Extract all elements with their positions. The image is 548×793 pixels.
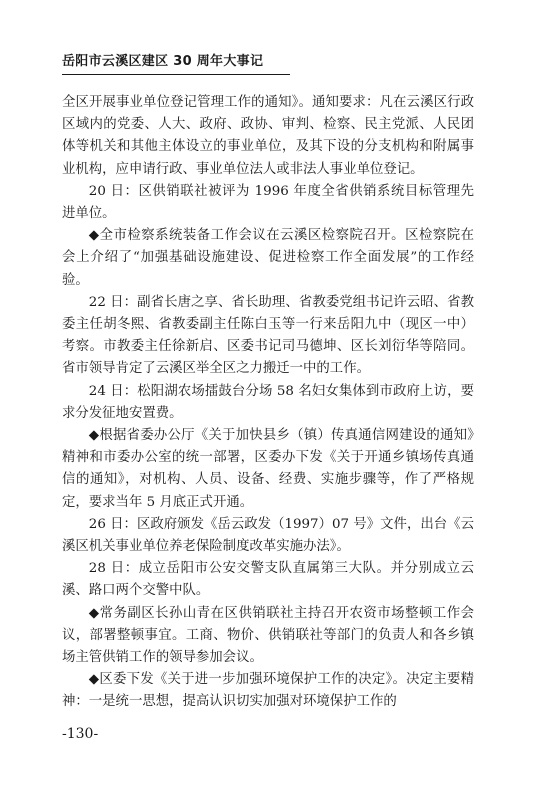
paragraph: ◆全市检察系统装备工作会议在云溪区检察院召开。区检察院在会上介绍了“加强基础设施建设、促进检察工作全面发展”的工作经验。 bbox=[62, 228, 474, 288]
header-rule bbox=[62, 74, 290, 75]
body-text bbox=[62, 92, 474, 714]
running-header: 岳阳市云溪区建区 30 周年大事记 bbox=[62, 54, 264, 69]
paragraph: ◆区委下发《关于进一步加强环境保护工作的决定》。决定主要精神：一是统一思想，提高认识切实加强对环境保护工作的 bbox=[62, 672, 474, 710]
paragraph: 22 日：副省长唐之享、省长助理、省教委党组书记许云昭、省教委主任胡冬熙、省教委副主任陈白玉等一行来岳阳九中（现区一中）考察。市教委主任徐新启、区委书记司马德坤、区长刘衍华等陪同。省市领导肯定了云溪区举全区之力搬迁一中的工作。 bbox=[62, 294, 474, 377]
paragraph: 20 日：区供销联社被评为 1996 年度全省供销系统目标管理先进单位。 bbox=[62, 183, 474, 222]
paragraph: 26 日：区政府颁发《岳云政发（1997）07 号》文件，出台《云溪区机关事业单位养老保险制度改革实施办法》。 bbox=[62, 516, 474, 555]
paragraph: 全区开展事业单位登记管理工作的通知》。通知要求：凡在云溪区行政区域内的党委、人大、政府、政协、审判、检察、民主党派、人民团体等机关和其他主体设立的事业单位，及其下设的分支机构和附属事业机构，应申请行政、事业单位法人或非法人事业单位登记。 bbox=[62, 95, 474, 177]
paragraph: 28 日：成立岳阳市公安交警支队直属第三大队。并分别成立云溪、路口两个交警中队。 bbox=[62, 561, 474, 599]
paragraph: ◆常务副区长孙山青在区供销联社主持召开农资市场整顿工作会议，部署整顿事宜。工商、物价、供销联社等部门的负责人和各乡镇场主管供销工作的领导参加会议。 bbox=[62, 605, 474, 666]
paragraph: 24 日：松阳湖农场擂鼓台分场 58 名妇女集体到市政府上访，要求分发征地安置费。 bbox=[62, 383, 474, 421]
page-number: -130- bbox=[62, 726, 99, 742]
paragraph: ◆根据省委办公厅《关于加快县乡（镇）传真通信网建设的通知》精神和市委办公室的统一部署，区委办下发《关于开通乡镇场传真通信的通知》，对机构、人员、设备、经费、实施步骤等，作了严格规定，要求当年 5 月底正式开通。 bbox=[62, 428, 474, 510]
